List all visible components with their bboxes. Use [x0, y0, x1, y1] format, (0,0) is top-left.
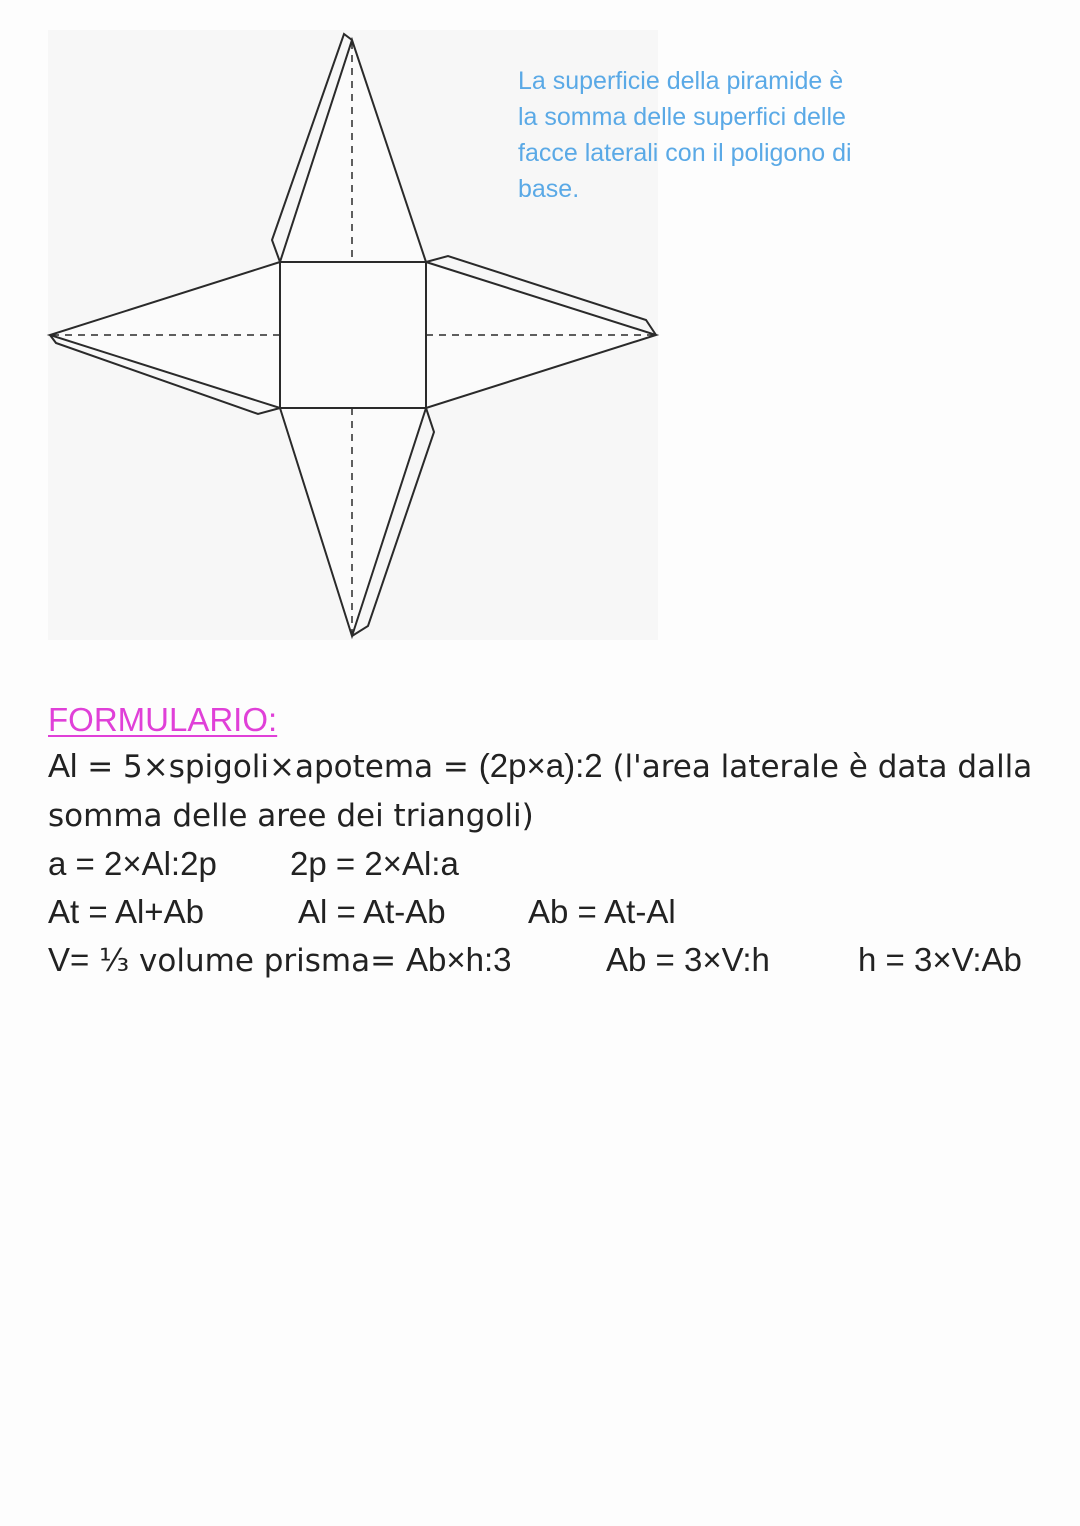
formulario-section [48, 700, 1048, 984]
volume-expression: Ab×h:3 [405, 941, 512, 978]
lateral-area-expression: (2p×a):2 [478, 747, 603, 784]
base-area-volume-formula: Ab = 3×V:h [606, 941, 770, 978]
top-face [280, 40, 426, 262]
lateral-area-formula [48, 742, 1038, 840]
lateral-area-note: (l'area laterale è data dalla somma delle aree dei triangoli) [48, 749, 1033, 834]
total-area-formula-row [48, 888, 1048, 936]
formulario-heading: FORMULARIO: [48, 701, 278, 738]
total-area-formula: At = Al+Ab [48, 893, 204, 930]
height-formula: h = 3×V:Ab [858, 941, 1022, 978]
surface-note-line: facce laterali con il poligono di [518, 139, 852, 167]
surface-note-line: base. [518, 175, 580, 203]
lateral-area-label: Al [48, 747, 78, 784]
apotema-formula-row [48, 840, 1048, 888]
surface-note-line: La superficie della piramide è [518, 67, 844, 95]
lateral-area-definition: = 5×spigoli×apotema = [77, 749, 479, 785]
volume-formula [48, 936, 511, 985]
volume-description: ⅓ volume prisma= [89, 943, 406, 979]
perimeter-formula: 2p = 2×Al:a [290, 845, 459, 882]
volume-label: V= [48, 941, 90, 978]
base-area-difference-formula: Ab = At-Al [528, 893, 676, 930]
apotema-formula: a = 2×Al:2p [48, 845, 217, 882]
lateral-area-difference-formula: Al = At-Ab [298, 893, 446, 930]
volume-formula-row [48, 936, 1048, 984]
surface-note-line: la somma delle superfici delle [518, 103, 846, 131]
base-square [280, 262, 426, 408]
surface-note [518, 63, 918, 207]
